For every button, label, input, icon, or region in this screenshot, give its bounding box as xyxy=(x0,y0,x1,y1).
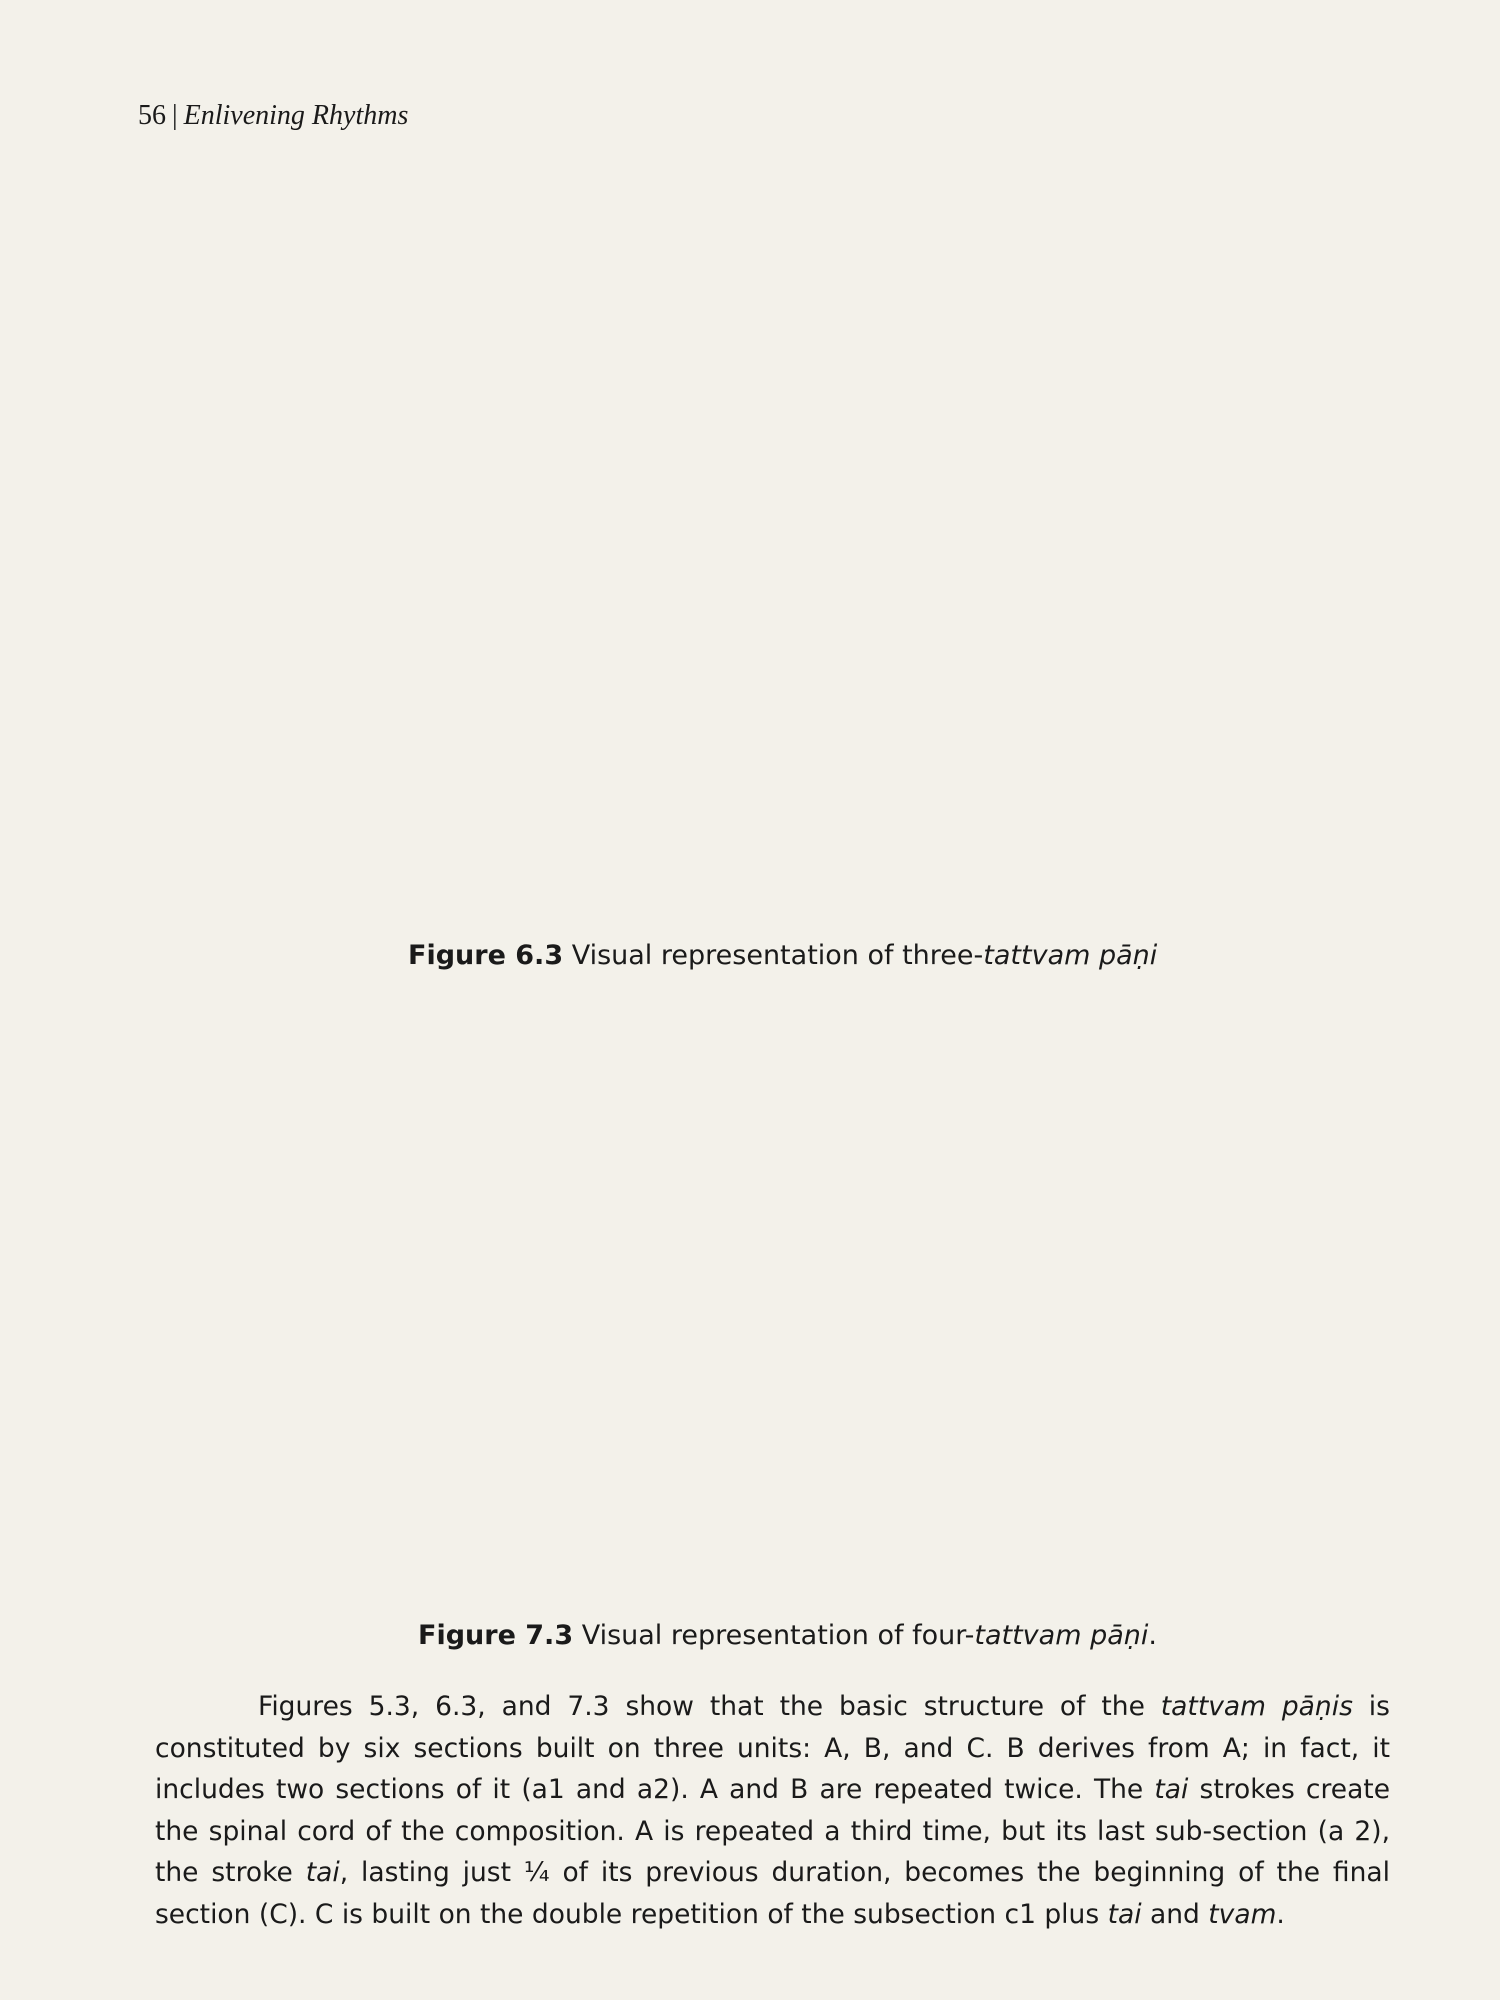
italic-term: tai xyxy=(305,1857,340,1888)
caption-label: Figure 6.3 xyxy=(408,940,564,971)
figure-7-3-diagram xyxy=(240,1035,1310,1575)
body-paragraph xyxy=(155,1686,1390,1935)
figure-7-3-caption xyxy=(418,1620,1157,1651)
text-run: Figures 5.3, 6.3, and 7.3 show that the basic structure of the xyxy=(258,1691,1161,1722)
text-run: . xyxy=(1276,1898,1285,1930)
header-separator: | xyxy=(172,100,178,131)
text-run: and xyxy=(1141,1898,1209,1930)
caption-text: Visual representation of four- xyxy=(581,1620,975,1651)
paragraph xyxy=(155,1686,1390,1935)
italic-term: tattvam pāṇis xyxy=(1160,1691,1353,1722)
text-run: is constituted by six sections built on three units: A, B, and C. B derives from A; in fact, it includes two sections of it (a1 and a2). A and B are repeated twice. The xyxy=(155,1691,1390,1805)
figure-6-3-caption xyxy=(408,940,1157,971)
italic-term: tai xyxy=(1154,1774,1189,1805)
text-run: , lasting just ¼ of its previous duration, becomes the beginning of the final section (C). C is built on the double repetition of the subsection c1 plus xyxy=(155,1857,1391,1930)
caption-suffix: . xyxy=(1148,1620,1157,1651)
caption-term: tattvam pāṇi xyxy=(974,1620,1149,1651)
italic-term: tvam xyxy=(1208,1898,1277,1930)
book-title: Enlivening Rhythms xyxy=(183,100,409,131)
caption-term: tattvam pāṇi xyxy=(983,940,1158,971)
text-run: strokes create the spinal cord of the composition. A is repeated a third time, but its last sub-section (a 2), the stroke xyxy=(155,1774,1391,1888)
figure-6-3-diagram xyxy=(340,225,1290,905)
page-number: 56 xyxy=(138,100,166,131)
italic-term: tai xyxy=(1107,1898,1142,1930)
caption-label: Figure 7.3 xyxy=(418,1620,574,1651)
running-header xyxy=(138,100,408,132)
caption-text: Visual representation of three- xyxy=(571,940,984,971)
